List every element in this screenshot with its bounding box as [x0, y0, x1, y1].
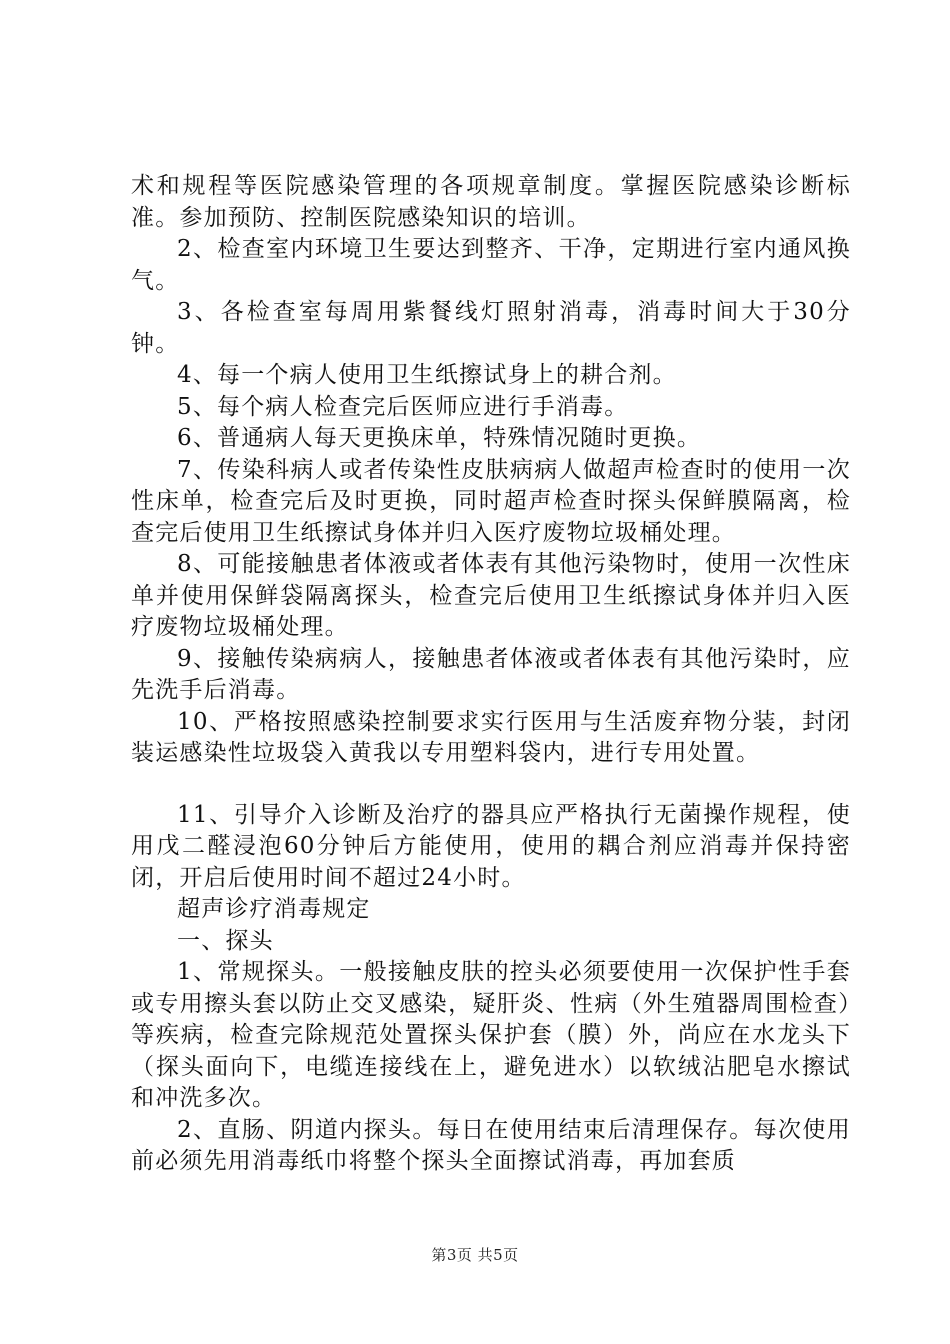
section-title: 超声诊疗消毒规定 — [177, 896, 371, 922]
paragraph-item-7: 7、传染科病人或者传染性皮肤病病人做超声检查时的使用一次性床单，检查完后及时更换，同时超声检查时探头保鲜膜隔离，检查完后使用卫生纸擦试身体并归入医疗废物垃圾桶处理。 — [131, 456, 851, 546]
paragraph-item-2: 2、检查室内环境卫生要达到整齐、干净，定期进行室内通风换气。 — [131, 236, 851, 294]
paragraph-continuation: 术和规程等医院感染管理的各项规章制度。掌握医院感染诊断标准。参加预防、控制医院感染知识的培训。 — [131, 173, 851, 231]
paragraph-item-11: 11、引导介入诊断及治疗的器具应严格执行无菌操作规程，使用戊二醛浸泡60分钟后方能使用，使用的耦合剂应消毒并保持密闭，开启后使用时间不超过24小时。 — [131, 801, 851, 891]
paragraph-item-9: 9、接触传染病病人，接触患者体液或者体表有其他污染时，应先洗手后消毒。 — [131, 645, 851, 703]
document-body — [131, 171, 851, 1178]
paragraph-item-4: 4、每一个病人使用卫生纸擦试身上的耕合剂。 — [177, 362, 677, 388]
paragraph-item-6: 6、普通病人每天更换床单，特殊情况随时更换。 — [177, 425, 702, 451]
paragraph-item-5: 5、每个病人检查完后医师应进行手消毒。 — [177, 393, 629, 420]
page-footer: 第3页 共5页 — [431, 1246, 519, 1264]
probe-paragraph-2: 2、直肠、阴道内探头。每日在使用结束后清理保存。每次使用前必须先用消毒纸巾将整个探头全面擦试消毒，再加套质 — [131, 1116, 851, 1174]
subsection-title: 一、探头 — [177, 927, 274, 954]
paragraph-item-8: 8、可能接触患者体液或者体表有其他污染物时，使用一次性床单并使用保鲜袋隔离探头，检查完后使用卫生纸擦试身体并归入医疗废物垃圾桶处理。 — [131, 551, 851, 640]
probe-paragraph-1: 1、常规探头。一般接触皮肤的控头必须要使用一次保护性手套或专用擦头套以防止交叉感染，疑肝炎、性病（外生殖器周围检查）等疾病，检查完除规范处置探头保护套（膜）外，尚应在水龙头下（探头面向下，电缆连接线在上，避免进水）以软绒沾肥皂水擦试和冲洗多次。 — [131, 959, 851, 1111]
paragraph-item-3: 3、各检查室每周用紫餐线灯照射消毒，消毒时间大于30分钟。 — [131, 299, 851, 357]
paragraph-item-10: 10、严格按照感染控制要求实行医用与生活废弃物分装，封闭装运感染性垃圾袋入黄我以专用塑料袋内，进行专用处置。 — [131, 708, 851, 766]
